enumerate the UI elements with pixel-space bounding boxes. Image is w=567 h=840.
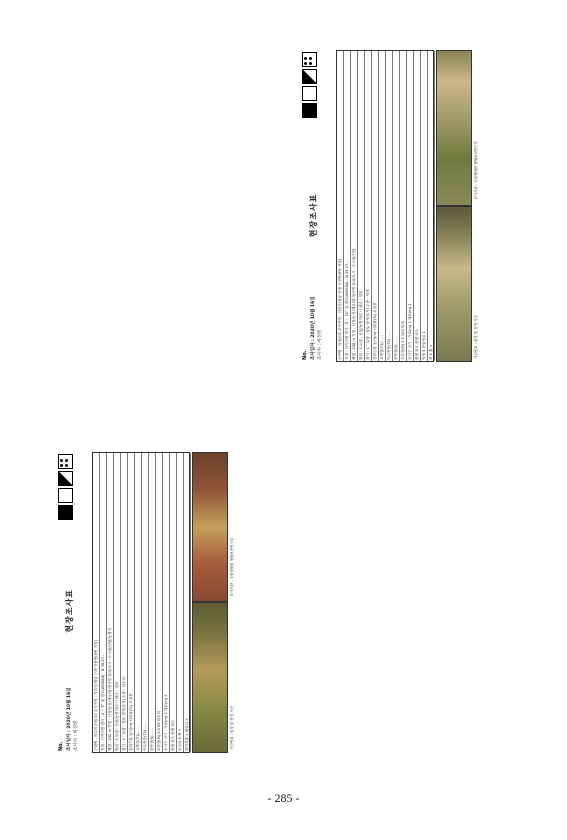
survey-form-left — [56, 452, 234, 753]
table-row: 교목층(T1) - - - — [135, 453, 142, 752]
agency-caption: 조사기관 : 국립생태원 생태보전연구부 — [230, 537, 234, 597]
form-header — [300, 50, 336, 362]
survey-table — [92, 452, 190, 753]
table-row: 억새 5 환삼덩굴 1 — [421, 51, 428, 361]
table-row: 군락명 : 억새군락 조사지역 : 지리산/경남 산청 시천면(6번 지점) — [337, 51, 344, 361]
table-row: 층위구분 높이(m) 식피율(%) 우점종 — [128, 453, 135, 752]
form-number: No. — [302, 350, 308, 360]
survey-date: 조사일자 : 2020년 10월 16일 — [67, 687, 72, 751]
site-photo-distant — [436, 206, 472, 362]
agency-caption: 조사기관 : 국립생태원 생태보전연구부 — [474, 141, 478, 200]
legend-tiles — [302, 52, 317, 118]
black-tile-icon — [302, 103, 317, 118]
form-header — [56, 452, 92, 753]
table-row: 해발 : 232 m 지형 : 산정/능선/계곡/평지/사면 위치/도시 : 도시림/산림/농경지 — [107, 453, 114, 752]
table-row: 경사 : 0 ˚ 토양 : 양토 양지(음지) 수종 : 비수리 — [121, 453, 128, 752]
white-tile-icon — [302, 86, 317, 101]
table-row: 경사 : 0 ˚ 토양 : 양토 양지(음지) 수종 : 억새 — [365, 51, 372, 361]
table-row: 해발 : 238 m 지형 : 산정/능선/계곡/평지/사면 위치/도시 : 도시림/산림 — [351, 51, 358, 361]
table-row: 층위구분 높이(m) 식피율(%) 우점종 — [372, 51, 379, 361]
table-row: 방위 : S 토양 : 산림/농경지/도시 배수 : 양호 — [358, 51, 365, 361]
table-row: 쑥 1 칡 + — [428, 51, 435, 361]
table-row: 지형 : 산지사면 경사 : 5 ~ 10˚ 위 경도(WGS84) : N 35.27... — [344, 51, 351, 361]
diagonal-tile-icon — [302, 69, 317, 84]
table-row: 종명 피도 종명 피도 — [414, 51, 421, 361]
survey-date: 조사일자 : 2020년 10월 16일 — [311, 296, 316, 360]
site-photo-distant — [192, 603, 228, 754]
table-row: 교목층(T1) - - - — [379, 51, 386, 361]
site-photo-close — [436, 50, 472, 206]
surveyor: 조사자 : 이정빈 — [318, 329, 323, 360]
table-row: 조사구 크기 : 가로(m) 2 세로(m) 2 — [163, 453, 170, 752]
diagonal-tile-icon — [58, 471, 73, 486]
form-title: 현장조사표 — [309, 193, 318, 238]
site-photo-close — [192, 452, 228, 603]
table-row: 아교목층(T2) - - - — [142, 453, 149, 752]
survey-form-right-content — [300, 50, 500, 362]
surveyor: 조사자 : 이정빈 — [74, 720, 79, 751]
dot-tile-icon — [302, 52, 317, 67]
table-row: 종명 피도 종명 피도 — [170, 453, 177, 752]
table-row: 초본층(H) 1.5 100 억새 — [400, 51, 407, 361]
table-row: 관목층(S) - - - — [149, 453, 156, 752]
survey-form-right — [300, 50, 500, 362]
survey-table — [336, 50, 434, 362]
dot-tile-icon — [58, 454, 73, 469]
table-row: 아교목층(T2) - - - — [386, 51, 393, 361]
legend-tiles — [58, 454, 73, 520]
table-row: 강아지풀 1 메귀리 + — [184, 453, 191, 752]
white-tile-icon — [58, 488, 73, 503]
table-row: 비수리 5 쑥 + — [177, 453, 184, 752]
black-tile-icon — [58, 505, 73, 520]
photo-caption: 사진번호 : 원경 및 전경 사진 — [474, 315, 478, 359]
form-number: No. — [58, 741, 64, 751]
photo-caption: 사진번호 : 원경 및 전경 사진 — [230, 706, 234, 750]
survey-form-left-content — [56, 452, 234, 753]
table-row: 관목층(S) - - - — [393, 51, 400, 361]
form-title: 현장조사표 — [65, 588, 74, 633]
page-number: - 285 - — [267, 791, 300, 805]
table-row: 군락명 : 비수리군락(조) 조사지역 : 지리산/경남 구례 산동면(5번 지점) — [93, 453, 100, 752]
table-row: 초본층(H) 0.5 95 비수리 — [156, 453, 163, 752]
table-row: 지형 : 산지사면 경사 : 2 ~ 5˚ 위 경도(WGS84) : N 35.27... — [100, 453, 107, 752]
table-row: 조사구 크기 : 가로(m) 2 세로(m) 2 — [407, 51, 414, 361]
table-row: 방위 : S 토양 : 산림/농경지/도시 배수 : 양호 — [114, 453, 121, 752]
